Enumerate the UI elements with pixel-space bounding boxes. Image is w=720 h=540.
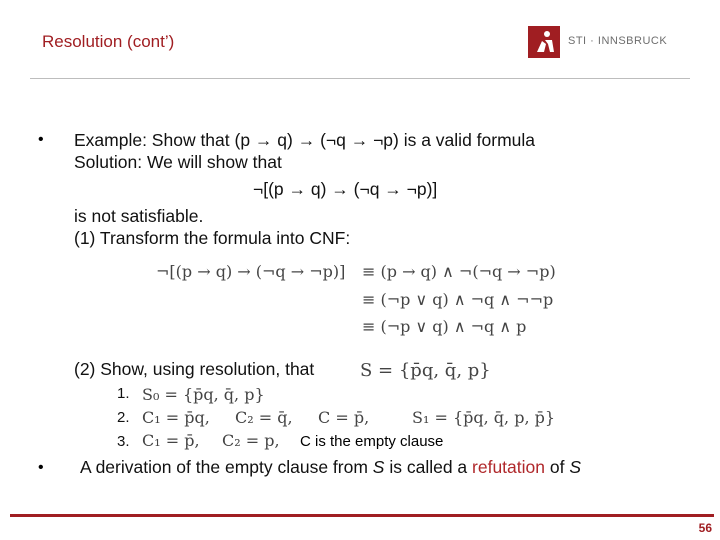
negated-formula: ¬[(p → q) → (¬q → ¬p)]	[253, 179, 438, 199]
text-segment: A derivation of the empty clause from	[80, 457, 373, 477]
step-number-1: 1.	[117, 385, 130, 402]
footer-divider	[10, 514, 714, 517]
step-1-expr: S₀ = {p̄q, q̄, p}	[142, 385, 265, 404]
page-number: 56	[698, 521, 712, 535]
cnf-row-2: ≡ (¬p ∨ q) ∧ ¬q ∧ ¬¬p	[362, 290, 554, 309]
refutation-definition	[80, 457, 581, 478]
logo-mark-icon	[528, 26, 560, 58]
step-3-c2: C₂ = p,	[222, 431, 280, 450]
set-symbol: S	[569, 457, 582, 477]
header-divider	[30, 78, 690, 79]
slide-title: Resolution (cont’)	[42, 32, 175, 51]
step-2-s1: S₁ = {p̄q, q̄, p, p̄}	[412, 408, 556, 427]
set-symbol: S	[372, 457, 385, 477]
solution-line: Solution: We will show that	[74, 152, 282, 172]
cnf-row-1: ≡ (p → q) ∧ ¬(¬q → ¬p)	[362, 262, 556, 281]
step-2-c2: C₂ = q̄,	[235, 408, 293, 427]
cnf-step-label: (1) Transform the formula into CNF:	[74, 228, 351, 248]
text-segment: of	[545, 457, 570, 477]
logo-text: STI · INNSBRUCK	[568, 35, 668, 47]
resolution-step-label: (2) Show, using resolution, that	[74, 359, 315, 379]
step-number-3: 3.	[117, 433, 130, 450]
step-2-c: C = p̄,	[318, 408, 370, 427]
cnf-row-3: ≡ (¬p ∨ q) ∧ ¬q ∧ p	[362, 317, 527, 336]
step-3-c1: C₁ = p̄,	[142, 431, 200, 450]
sti-innsbruck-logo	[528, 26, 678, 60]
refutation-term: refutation	[472, 457, 545, 477]
bullet-marker: •	[38, 459, 44, 476]
empty-clause-note: C is the empty clause	[300, 433, 444, 450]
cnf-lhs: ¬[(p → q) → (¬q → ¬p)]	[156, 262, 346, 281]
clause-set: S = {p̄q, q̄, p}	[360, 360, 491, 381]
step-number-2: 2.	[117, 409, 130, 426]
not-satisfiable-line: is not satisfiable.	[74, 206, 204, 226]
bullet-marker: •	[38, 131, 44, 148]
step-2-c1: C₁ = p̄q,	[142, 408, 210, 427]
example-line: Example: Show that (p → q) → (¬q → ¬p) is a valid formula	[74, 130, 536, 150]
text-segment: is called a	[384, 457, 473, 477]
